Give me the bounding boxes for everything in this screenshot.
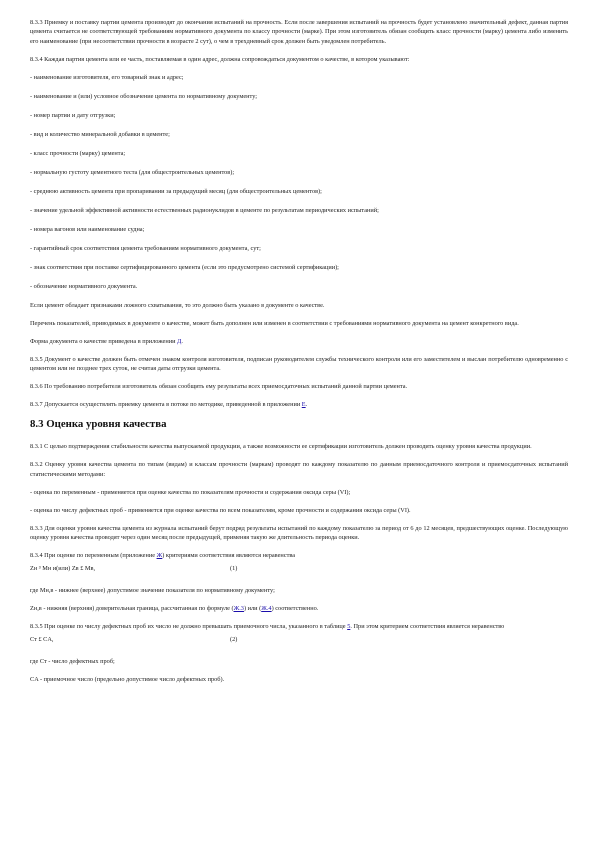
formula-1-expression: Zн ³ Mн и(или) Zв £ Mв, — [30, 565, 96, 573]
section-heading-quality-assessment: 8.3 Оценка уровня качества — [30, 418, 167, 431]
list-item: - номер партии и дату отгрузки; — [30, 111, 116, 119]
list-item: - среднюю активность цемента при пропаривании за предыдущий месяц (для общестроительных цементов); — [30, 187, 322, 195]
appendix-d-link[interactable]: Д — [177, 337, 182, 345]
paragraph-z-definition: Zн,в - нижняя (верхняя) доверительная граница, рассчитанная по формуле (Ж.3) или (Ж.4) соответственно. — [30, 604, 319, 612]
list-item: - обозначение нормативного документа. — [30, 282, 138, 290]
paragraph-8-3-7-flow-acceptance: 8.3.7 Допускается осуществлять приемку цемента в потоке по методике, приведенной в приложении Е. — [30, 401, 308, 409]
formula-1-number: (1) — [230, 565, 238, 573]
formula-zh3-link[interactable]: Ж.3 — [233, 604, 244, 612]
paragraph-ct-definition: где Ст - число дефектных проб; — [30, 657, 115, 665]
formula-2-expression: Ст £ CA, — [30, 636, 54, 644]
paragraph-8-3-4-quality-document: 8.3.4 Каждая партия цемента или ее часть, поставляемая в один адрес, должна сопровождаться документом о качестве, в котором указывают: — [30, 55, 410, 63]
paragraph-8-3-5-defective-count: 8.3.5 При оценке по числу дефектных проб их число не должно превышать приемочного числа, указанного в таблице 5. При этом критерием соответствия является неравенство — [30, 622, 505, 630]
paragraph-8-3-6-results: 8.3.6 По требованию потребителя изготовитель обязан сообщить ему результаты всех приемосдаточных испытаний данной партии цемента. — [30, 383, 408, 391]
paragraph-8-3-4-variables: 8.3.4 При оценке по переменным (приложение Ж) критериями соответствия являются неравенства — [30, 552, 296, 560]
paragraph-8-3-1-purpose: 8.3.1 С целью подтверждения стабильности качества выпускаемой продукции, а также возможности ее сертификации изготовитель должен проводить оценку уровня качества продукции. — [30, 443, 532, 451]
paragraph-8-3-2-methods: 8.3.2 Оценку уровня качества цемента по типам (видам) и классам прочности (маркам) проводят по каждому показателю по данным приемосдаточного контроля и приемосдаточных испытаний статистическими методами: — [30, 461, 568, 478]
list-item: - наименование изготовителя, его товарный знак и адрес; — [30, 73, 184, 81]
paragraph-false-setting: Если цемент обладает признаками ложного схватывания, то это должно быть указано в документе о качестве. — [30, 301, 325, 309]
quality-document-list — [30, 73, 568, 291]
paragraph-variables-method: - оценка по переменным - применяется при оценке качества по показателям прочности и содержания оксида серы (VI); — [30, 488, 351, 496]
paragraph-8-3-5-control-mark: 8.3.5 Документ о качестве должен быть отмечен знаком контроля изготовителя, подписан руководителем службы технического контроля или его заместителем и выслан потребителю одновременно с цементом или не позднее трех суток, не считая даты отгрузки цемента. — [30, 355, 568, 373]
appendix-e-link[interactable]: Е — [301, 401, 306, 409]
list-item: - знак соответствия при поставке сертифицированного цемента (если это предусмотрено системой сертификации); — [30, 263, 339, 271]
paragraph-indicator-list: Перечень показателей, приводимых в документе о качестве, может быть дополнен или изменен в соответствии с требованиями нормативного документа на цемент конкретного вида. — [30, 319, 519, 327]
list-item: - наименование и (или) условное обозначение цемента по нормативному документу; — [30, 92, 258, 100]
paragraph-8-3-3-acceptance: 8.3.3 Приемку и поставку партии цемента производят до окончания испытаний на прочность. Если после завершения испытаний на прочность будет установлено значительный дефект, данная партия цемента считается не соответствующей требованиям нормативного документа по классу прочности (марке). При этом изготовитель обязан сообщить класс прочности (марку) цемента либо изменить его наименование (при несоответствии прочности в возрасте 2 сут), о чем в трехдневный срок должен быть уведомлен потребитель. — [30, 19, 568, 45]
list-item: - вид и количество минеральной добавки в цементе; — [30, 130, 170, 138]
paragraph-defective-samples-method: - оценка по числу дефектных проб - применяется при оценке качества по всем показателям, кроме прочности и содержания оксида серы (VI). — [30, 506, 411, 514]
list-item: - значение удельной эффективной активности естественных радионуклидов в цементе по результатам периодических испытаний; — [30, 206, 379, 214]
table-5-link[interactable]: 5 — [347, 622, 351, 630]
list-item: - класс прочности (марку) цемента; — [30, 149, 126, 157]
paragraph-ca-definition: CA - приемочное число (предельно допустимое число дефектных проб). — [30, 675, 225, 683]
paragraph-8-3-3-period: 8.3.3 Для оценки уровня качества цемента из журнала испытаний берут подряд результаты испытаний по каждому показателю за период от 6 до 12 месяцев, предшествующих оценке. Последующую оценку уровня качества проводят через один месяц после предыдущей, применяя такую же длительность периода оценки. — [30, 524, 568, 542]
formula-2 — [30, 635, 568, 644]
formula-2-number: (2) — [230, 636, 238, 644]
formula-1 — [30, 564, 568, 573]
list-item: - нормальную густоту цементного теста (для общестроительных цементов); — [30, 168, 235, 176]
list-item: - гарантийный срок соответствия цемента требованиям нормативного документа, сут; — [30, 244, 261, 252]
list-item: - номера вагонов или наименование судна; — [30, 225, 145, 233]
appendix-zh-link[interactable]: Ж — [156, 552, 163, 560]
formula-zh4-link[interactable]: Ж.4 — [261, 604, 272, 612]
paragraph-m-definition: где Mн,в - нижнее (верхнее) допустимое значение показателя по нормативному документу; — [30, 586, 275, 594]
paragraph-document-form: Форма документа о качестве приведена в приложении Д. — [30, 337, 183, 345]
